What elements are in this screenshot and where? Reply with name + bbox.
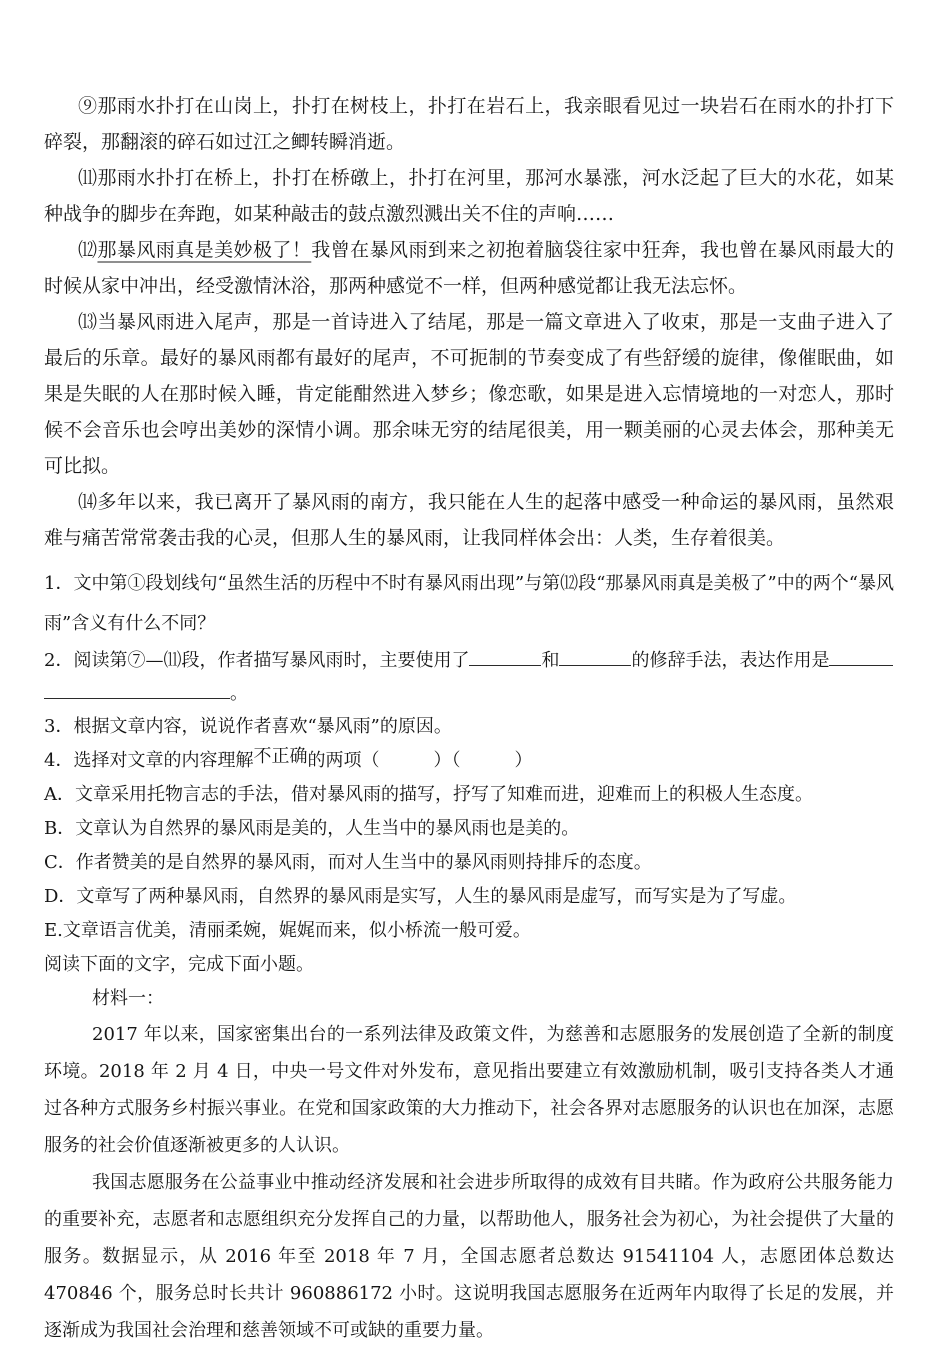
option-a: A．文章采用托物言志的手法，借对暴风雨的描写，抒写了知难而进，迎难而上的积极人生态度。 xyxy=(44,784,813,805)
question-2-connector: 和 xyxy=(541,650,560,671)
paragraph-text: 当暴风雨进入尾声，那是一首诗进入了结尾，那是一篇文章进入了收束，那是一支曲子进入了最后的乐章。最好的暴风雨都有最好的尾声，不可扼制的节奏变成了有些舒缓的旋律，像催眠曲，如果是失眠的人在那时候入睡，肯定能酣然进入梦乡；像恋歌，如果是进入忘情境地的一对恋人，那时候不会音乐也会哼出美妙的深情小调。那余味无穷的结尾很美，用一颗美丽的心灵去体会，那种美无可比拟。 xyxy=(44,311,894,477)
second-reading-section xyxy=(44,948,894,1349)
essay-paragraph-14 xyxy=(44,484,894,556)
reading-instruction: 阅读下面的文字，完成下面小题。 xyxy=(44,954,314,975)
essay-paragraph-13 xyxy=(44,304,894,484)
question-4 xyxy=(44,744,894,778)
option-c: C．作者赞美的是自然界的暴风雨，而对人生当中的暴风雨则持排斥的态度。 xyxy=(44,852,652,873)
answer-blank xyxy=(829,650,893,666)
paragraph-marker: ⒀ xyxy=(78,311,98,333)
option-d: D．文章写了两种暴风雨，自然界的暴风雨是实写，人生的暴风雨是虚写，而写实是为了写虚。 xyxy=(44,886,797,907)
question-4-brackets: 的两项（ ）（ ） xyxy=(307,750,533,771)
answer-blank xyxy=(469,650,541,666)
paragraph-marker: ⑾ xyxy=(78,167,98,189)
paragraph-marker: ⑨ xyxy=(78,95,98,117)
paragraph-text: 我曾在暴风雨到来之初抱着脑袋往家中狂奔，我也曾在暴风雨最大的时候从家中冲出，经受激情沐浴，那两种感觉不一样，但两种感觉都让我无法忘怀。 xyxy=(44,239,894,297)
question-4-emphasis: 不正确 xyxy=(253,746,308,767)
question-2-period: 。 xyxy=(230,683,248,704)
question-1: 1．文中第①段划线句“虽然生活的历程中不时有暴风雨出现”与第⑿段“那暴风雨真是美极了”中的两个“暴风雨”含义有什么不同？ xyxy=(44,573,894,634)
questions-section xyxy=(44,564,894,948)
paragraph-text: 多年以来，我已离开了暴风雨的南方，我只能在人生的起落中感受一种命运的暴风雨，虽然艰难与痛苦常常袭击我的心灵，但那人生的暴风雨，让我同样体会出：人类，生存着很美。 xyxy=(44,491,894,549)
answer-blank xyxy=(44,683,230,699)
essay-section xyxy=(44,88,894,556)
material-paragraph-2: 我国志愿服务在公益事业中推动经济发展和社会进步所取得的成效有目共睹。作为政府公共服务能力的重要补充，志愿者和志愿组织充分发挥自己的力量，以帮助他人，服务社会为初心，为社会提供了大量的服务。数据显示，从 2016 年至 2018 年 7 月，全国志愿者总数达 91541104 人，志愿团体总数达 470846 个，服务总时长共计 960886172 小时。这说明我国志愿服务在近两年内取得了长足的发展，并逐渐成为我国社会治理和慈善领域不可或缺的重要力量。 xyxy=(44,1172,894,1341)
question-2 xyxy=(44,644,894,710)
material-one-label: 材料一： xyxy=(92,988,164,1009)
paragraph-text: 那雨水扑打在桥上，扑打在桥礅上，扑打在河里，那河水暴涨，河水泛起了巨大的水花，如某种战争的脚步在奔跑，如某种敲击的鼓点激烈溅出关不住的声响…… xyxy=(44,167,894,225)
question-2-text: 的修辞手法，表达作用是 xyxy=(631,650,830,671)
option-e: E.文章语言优美，清丽柔婉，娓娓而来，似小桥流一般可爱。 xyxy=(44,920,531,941)
essay-paragraph-12 xyxy=(44,232,894,304)
underlined-sentence: 那暴风雨真是美妙极了！ xyxy=(97,239,312,261)
question-4-text: 4．选择对文章的内容理解 xyxy=(44,750,254,771)
answer-blank xyxy=(559,650,631,666)
material-paragraph-1: 2017 年以来，国家密集出台的一系列法律及政策文件，为慈善和志愿服务的发展创造了全新的制度环境。2018 年 2 月 4 日，中央一号文件对外发布，意见指出要建立有效激励机制，吸引支持各类人才通过各种方式服务乡村振兴事业。在党和国家政策的大力推动下，社会各界对志愿服务的认识也在加深，志愿服务的社会价值逐渐被更多的人认识。 xyxy=(44,1024,894,1156)
paragraph-marker: ⒁ xyxy=(78,491,98,513)
question-2-text: 2．阅读第⑦—⑾段，作者描写暴风雨时，主要使用了 xyxy=(44,650,470,671)
essay-paragraph-11 xyxy=(44,160,894,232)
option-b: B．文章认为自然界的暴风雨是美的，人生当中的暴风雨也是美的。 xyxy=(44,818,580,839)
essay-paragraph-9 xyxy=(44,88,894,160)
question-3: 3．根据文章内容，说说作者喜欢“暴风雨”的原因。 xyxy=(44,716,452,737)
paragraph-marker: ⑿ xyxy=(78,239,98,261)
paragraph-text: 那雨水扑打在山岗上，扑打在树枝上，扑打在岩石上，我亲眼看见过一块岩石在雨水的扑打下碎裂，那翻滚的碎石如过江之鲫转瞬消逝。 xyxy=(44,95,894,153)
